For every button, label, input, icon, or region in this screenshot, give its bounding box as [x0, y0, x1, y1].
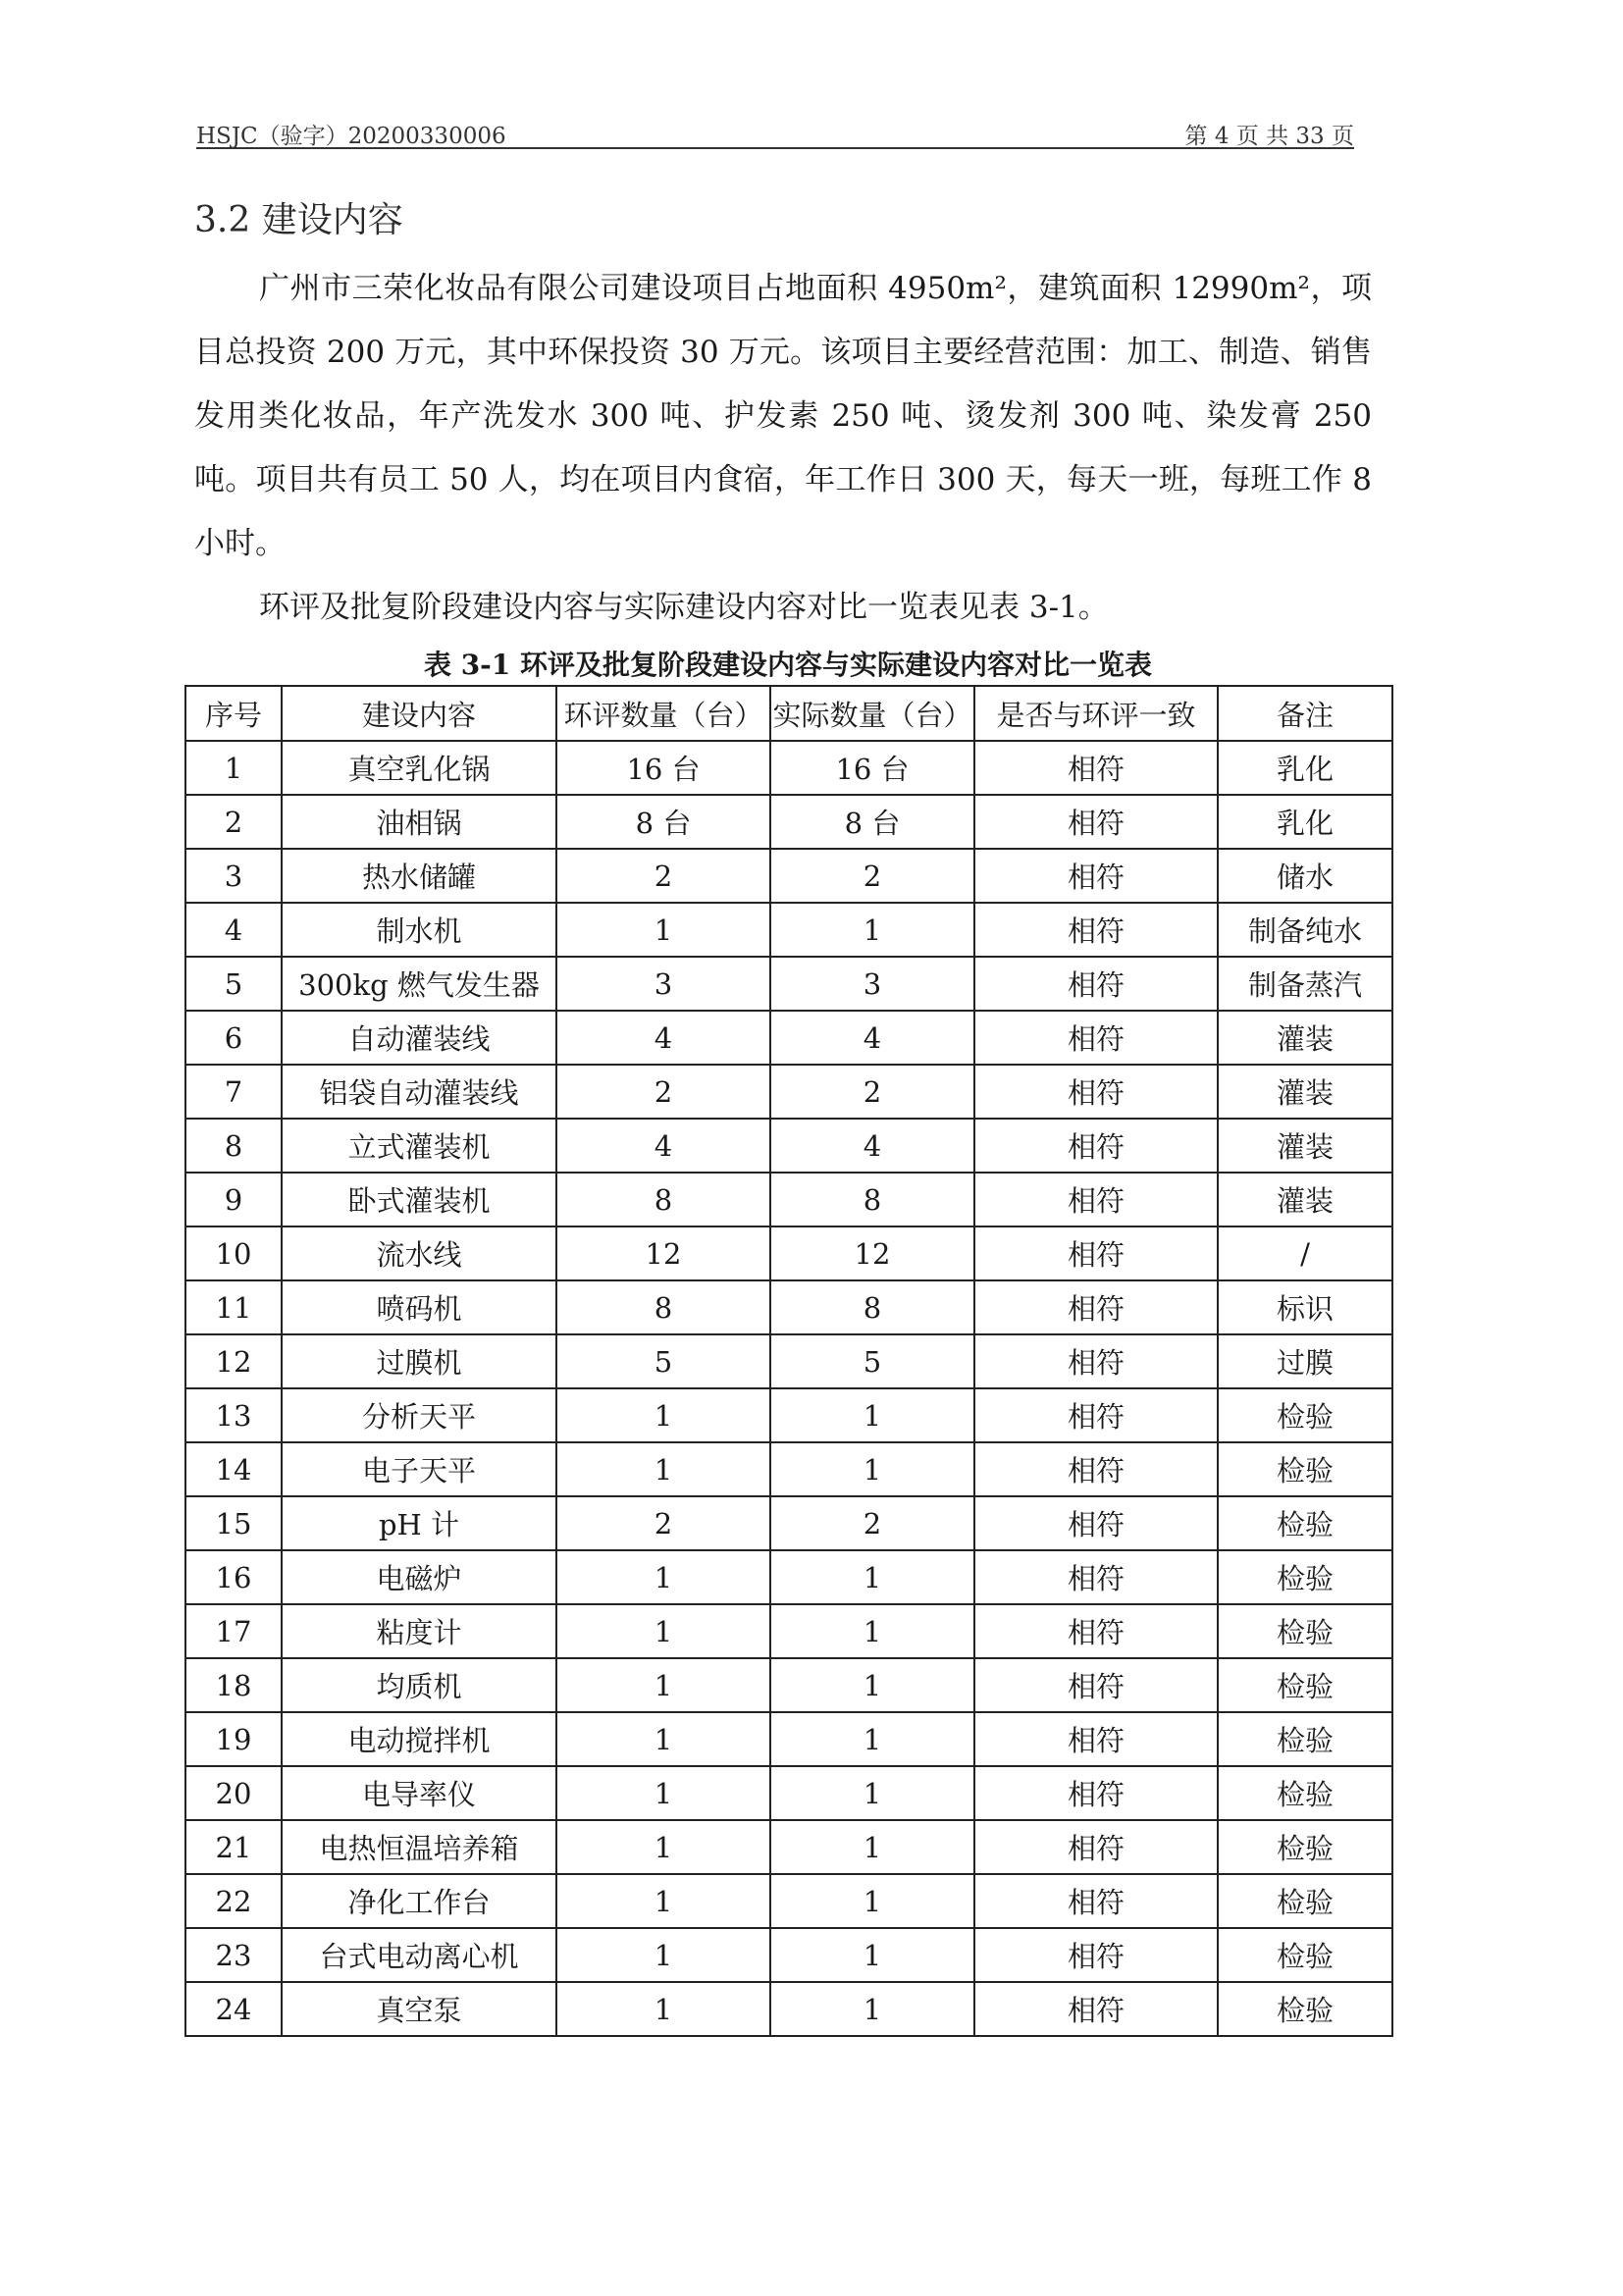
- cell-actual-quantity: 1: [770, 1928, 974, 1982]
- table-row: [185, 1658, 1392, 1712]
- cell-remark: 检验: [1218, 1442, 1392, 1496]
- page-header: [196, 114, 1354, 149]
- cell-consistency: 相符: [974, 1550, 1218, 1604]
- section-title: 3.2 建设内容: [194, 200, 403, 240]
- table-row: [185, 1496, 1392, 1550]
- cell-actual-quantity: 1: [770, 1550, 974, 1604]
- cell-eia-quantity: 1: [556, 1658, 770, 1712]
- table-row: [185, 1011, 1392, 1065]
- cell-eia-quantity: 8 台: [556, 795, 770, 849]
- cell-eia-quantity: 1: [556, 1928, 770, 1982]
- cell-remark: 标识: [1218, 1280, 1392, 1334]
- cell-actual-quantity: 2: [770, 849, 974, 903]
- table-row: [185, 1226, 1392, 1280]
- cell-eia-quantity: 4: [556, 1119, 770, 1173]
- cell-remark: 检验: [1218, 1928, 1392, 1982]
- cell-index: 2: [185, 795, 282, 849]
- cell-actual-quantity: 2: [770, 1496, 974, 1550]
- cell-remark: 灌装: [1218, 1119, 1392, 1173]
- cell-consistency: 相符: [974, 1496, 1218, 1550]
- cell-content: 立式灌装机: [282, 1119, 556, 1173]
- cell-remark: 灌装: [1218, 1173, 1392, 1226]
- cell-index: 13: [185, 1388, 282, 1442]
- cell-eia-quantity: 1: [556, 1766, 770, 1820]
- cell-actual-quantity: 8 台: [770, 795, 974, 849]
- cell-eia-quantity: 8: [556, 1173, 770, 1226]
- cell-content: 电导率仪: [282, 1766, 556, 1820]
- table-row: [185, 1388, 1392, 1442]
- cell-actual-quantity: 1: [770, 1766, 974, 1820]
- cell-index: 5: [185, 957, 282, 1011]
- cell-index: 20: [185, 1766, 282, 1820]
- cell-consistency: 相符: [974, 1766, 1218, 1820]
- table-row: [185, 957, 1392, 1011]
- cell-remark: 检验: [1218, 1388, 1392, 1442]
- cell-remark: 制备蒸汽: [1218, 957, 1392, 1011]
- cell-remark: 检验: [1218, 1874, 1392, 1928]
- cell-content: 分析天平: [282, 1388, 556, 1442]
- cell-index: 8: [185, 1119, 282, 1173]
- cell-content: 油相锅: [282, 795, 556, 849]
- cell-remark: 检验: [1218, 1604, 1392, 1658]
- cell-remark: 检验: [1218, 1820, 1392, 1874]
- cell-eia-quantity: 1: [556, 1712, 770, 1766]
- cell-index: 23: [185, 1928, 282, 1982]
- cell-consistency: 相符: [974, 741, 1218, 795]
- cell-consistency: 相符: [974, 1334, 1218, 1388]
- cell-remark: 检验: [1218, 1712, 1392, 1766]
- cell-content: 电热恒温培养箱: [282, 1820, 556, 1874]
- cell-consistency: 相符: [974, 1388, 1218, 1442]
- cell-index: 14: [185, 1442, 282, 1496]
- cell-index: 19: [185, 1712, 282, 1766]
- comparison-table: [184, 685, 1393, 2037]
- cell-content: 台式电动离心机: [282, 1928, 556, 1982]
- table-row: [185, 741, 1392, 795]
- cell-eia-quantity: 1: [556, 1388, 770, 1442]
- cell-consistency: 相符: [974, 1065, 1218, 1119]
- cell-actual-quantity: 1: [770, 1658, 974, 1712]
- table-row: [185, 1820, 1392, 1874]
- report-number: HSJC（验字）20200330006: [196, 124, 506, 149]
- cell-consistency: 相符: [974, 1604, 1218, 1658]
- cell-eia-quantity: 1: [556, 1604, 770, 1658]
- cell-consistency: 相符: [974, 1820, 1218, 1874]
- cell-eia-quantity: 1: [556, 1550, 770, 1604]
- table-row: [185, 1550, 1392, 1604]
- cell-content: 均质机: [282, 1658, 556, 1712]
- cell-content: 电磁炉: [282, 1550, 556, 1604]
- cell-eia-quantity: 3: [556, 957, 770, 1011]
- cell-eia-quantity: 16 台: [556, 741, 770, 795]
- table-row: [185, 1982, 1392, 2036]
- cell-eia-quantity: 1: [556, 1874, 770, 1928]
- cell-index: 4: [185, 903, 282, 957]
- cell-consistency: 相符: [974, 903, 1218, 957]
- header-index: 序号: [185, 686, 282, 741]
- cell-consistency: 相符: [974, 1982, 1218, 2036]
- cell-index: 6: [185, 1011, 282, 1065]
- cell-consistency: 相符: [974, 1874, 1218, 1928]
- cell-index: 21: [185, 1820, 282, 1874]
- cell-consistency: 相符: [974, 1442, 1218, 1496]
- cell-eia-quantity: 4: [556, 1011, 770, 1065]
- cell-actual-quantity: 8: [770, 1280, 974, 1334]
- cell-actual-quantity: 1: [770, 1820, 974, 1874]
- cell-actual-quantity: 4: [770, 1119, 974, 1173]
- cell-content: 流水线: [282, 1226, 556, 1280]
- cell-consistency: 相符: [974, 1928, 1218, 1982]
- table-row: [185, 1173, 1392, 1226]
- cell-index: 12: [185, 1334, 282, 1388]
- cell-index: 3: [185, 849, 282, 903]
- cell-content: 真空乳化锅: [282, 741, 556, 795]
- cell-actual-quantity: 12: [770, 1226, 974, 1280]
- cell-actual-quantity: 1: [770, 1982, 974, 2036]
- cell-consistency: 相符: [974, 795, 1218, 849]
- cell-index: 18: [185, 1658, 282, 1712]
- cell-index: 10: [185, 1226, 282, 1280]
- cell-remark: 检验: [1218, 1658, 1392, 1712]
- cell-actual-quantity: 1: [770, 1874, 974, 1928]
- cell-consistency: 相符: [974, 1011, 1218, 1065]
- page-number: 第 4 页 共 33 页: [1184, 124, 1354, 149]
- cell-eia-quantity: 2: [556, 849, 770, 903]
- cell-content: 真空泵: [282, 1982, 556, 2036]
- header-eia-quantity: 环评数量（台）: [556, 686, 770, 741]
- cell-remark: /: [1218, 1226, 1392, 1280]
- table-body: [185, 741, 1392, 2036]
- header-consistency: 是否与环评一致: [974, 686, 1218, 741]
- cell-actual-quantity: 3: [770, 957, 974, 1011]
- cell-index: 17: [185, 1604, 282, 1658]
- cell-remark: 灌装: [1218, 1011, 1392, 1065]
- cell-eia-quantity: 8: [556, 1280, 770, 1334]
- table-row: [185, 1280, 1392, 1334]
- cell-consistency: 相符: [974, 1226, 1218, 1280]
- cell-eia-quantity: 1: [556, 1442, 770, 1496]
- cell-content: 自动灌装线: [282, 1011, 556, 1065]
- cell-eia-quantity: 5: [556, 1334, 770, 1388]
- cell-actual-quantity: 1: [770, 903, 974, 957]
- cell-content: pH 计: [282, 1496, 556, 1550]
- cell-content: 热水储罐: [282, 849, 556, 903]
- cell-content: 电动搅拌机: [282, 1712, 556, 1766]
- cell-remark: 检验: [1218, 1496, 1392, 1550]
- cell-remark: 检验: [1218, 1982, 1392, 2036]
- cell-index: 7: [185, 1065, 282, 1119]
- cell-remark: 过膜: [1218, 1334, 1392, 1388]
- cell-consistency: 相符: [974, 1280, 1218, 1334]
- header-content: 建设内容: [282, 686, 556, 741]
- cell-remark: 乳化: [1218, 795, 1392, 849]
- table-row: [185, 1119, 1392, 1173]
- table-row: [185, 1065, 1392, 1119]
- table-header-row: [185, 686, 1392, 741]
- cell-index: 9: [185, 1173, 282, 1226]
- cell-remark: 检验: [1218, 1766, 1392, 1820]
- cell-consistency: 相符: [974, 1712, 1218, 1766]
- cell-content: 粘度计: [282, 1604, 556, 1658]
- cell-content: 卧式灌装机: [282, 1173, 556, 1226]
- cell-content: 喷码机: [282, 1280, 556, 1334]
- cell-eia-quantity: 1: [556, 1820, 770, 1874]
- cell-content: 铝袋自动灌装线: [282, 1065, 556, 1119]
- table-row: [185, 1928, 1392, 1982]
- table-row: [185, 1334, 1392, 1388]
- cell-consistency: 相符: [974, 849, 1218, 903]
- cell-content: 300kg 燃气发生器: [282, 957, 556, 1011]
- cell-content: 电子天平: [282, 1442, 556, 1496]
- header-remark: 备注: [1218, 686, 1392, 741]
- cell-actual-quantity: 8: [770, 1173, 974, 1226]
- table-row: [185, 1766, 1392, 1820]
- cell-consistency: 相符: [974, 1658, 1218, 1712]
- table-row: [185, 903, 1392, 957]
- cell-index: 1: [185, 741, 282, 795]
- table-reference-paragraph: 环评及批复阶段建设内容与实际建设内容对比一览表见表 3-1。: [259, 590, 1109, 625]
- cell-consistency: 相符: [974, 1173, 1218, 1226]
- cell-index: 24: [185, 1982, 282, 2036]
- table-row: [185, 1604, 1392, 1658]
- cell-index: 15: [185, 1496, 282, 1550]
- cell-eia-quantity: 1: [556, 903, 770, 957]
- cell-actual-quantity: 1: [770, 1712, 974, 1766]
- cell-actual-quantity: 5: [770, 1334, 974, 1388]
- header-actual-quantity: 实际数量（台）: [770, 686, 974, 741]
- cell-remark: 乳化: [1218, 741, 1392, 795]
- cell-actual-quantity: 1: [770, 1604, 974, 1658]
- cell-actual-quantity: 16 台: [770, 741, 974, 795]
- cell-actual-quantity: 2: [770, 1065, 974, 1119]
- cell-actual-quantity: 1: [770, 1388, 974, 1442]
- project-description-paragraph: 广州市三荣化妆品有限公司建设项目占地面积 4950m²，建筑面积 12990m²，项目总投资 200 万元，其中环保投资 30 万元。该项目主要经营范围：加工、制造、销售发用类化妆品，年产洗发水 300 吨、护发素 250 吨、烫发剂 300 吨、染发膏 250 吨。项目共有员工 50 人，均在项目内食宿，年工作日 300 天，每天一班，每班工作 8 小时。: [194, 271, 1372, 561]
- cell-remark: 制备纯水: [1218, 903, 1392, 957]
- cell-eia-quantity: 12: [556, 1226, 770, 1280]
- table-row: [185, 1442, 1392, 1496]
- cell-eia-quantity: 1: [556, 1982, 770, 2036]
- cell-index: 11: [185, 1280, 282, 1334]
- cell-eia-quantity: 2: [556, 1065, 770, 1119]
- cell-content: 净化工作台: [282, 1874, 556, 1928]
- cell-index: 22: [185, 1874, 282, 1928]
- table-row: [185, 1712, 1392, 1766]
- cell-consistency: 相符: [974, 957, 1218, 1011]
- cell-index: 16: [185, 1550, 282, 1604]
- cell-remark: 检验: [1218, 1550, 1392, 1604]
- table-row: [185, 795, 1392, 849]
- table-row: [185, 849, 1392, 903]
- cell-eia-quantity: 2: [556, 1496, 770, 1550]
- cell-remark: 储水: [1218, 849, 1392, 903]
- cell-content: 制水机: [282, 903, 556, 957]
- cell-actual-quantity: 4: [770, 1011, 974, 1065]
- table-row: [185, 1874, 1392, 1928]
- table-caption: 表 3-1 环评及批复阶段建设内容与实际建设内容对比一览表: [423, 649, 1153, 681]
- cell-consistency: 相符: [974, 1119, 1218, 1173]
- cell-remark: 灌装: [1218, 1065, 1392, 1119]
- cell-content: 过膜机: [282, 1334, 556, 1388]
- cell-actual-quantity: 1: [770, 1442, 974, 1496]
